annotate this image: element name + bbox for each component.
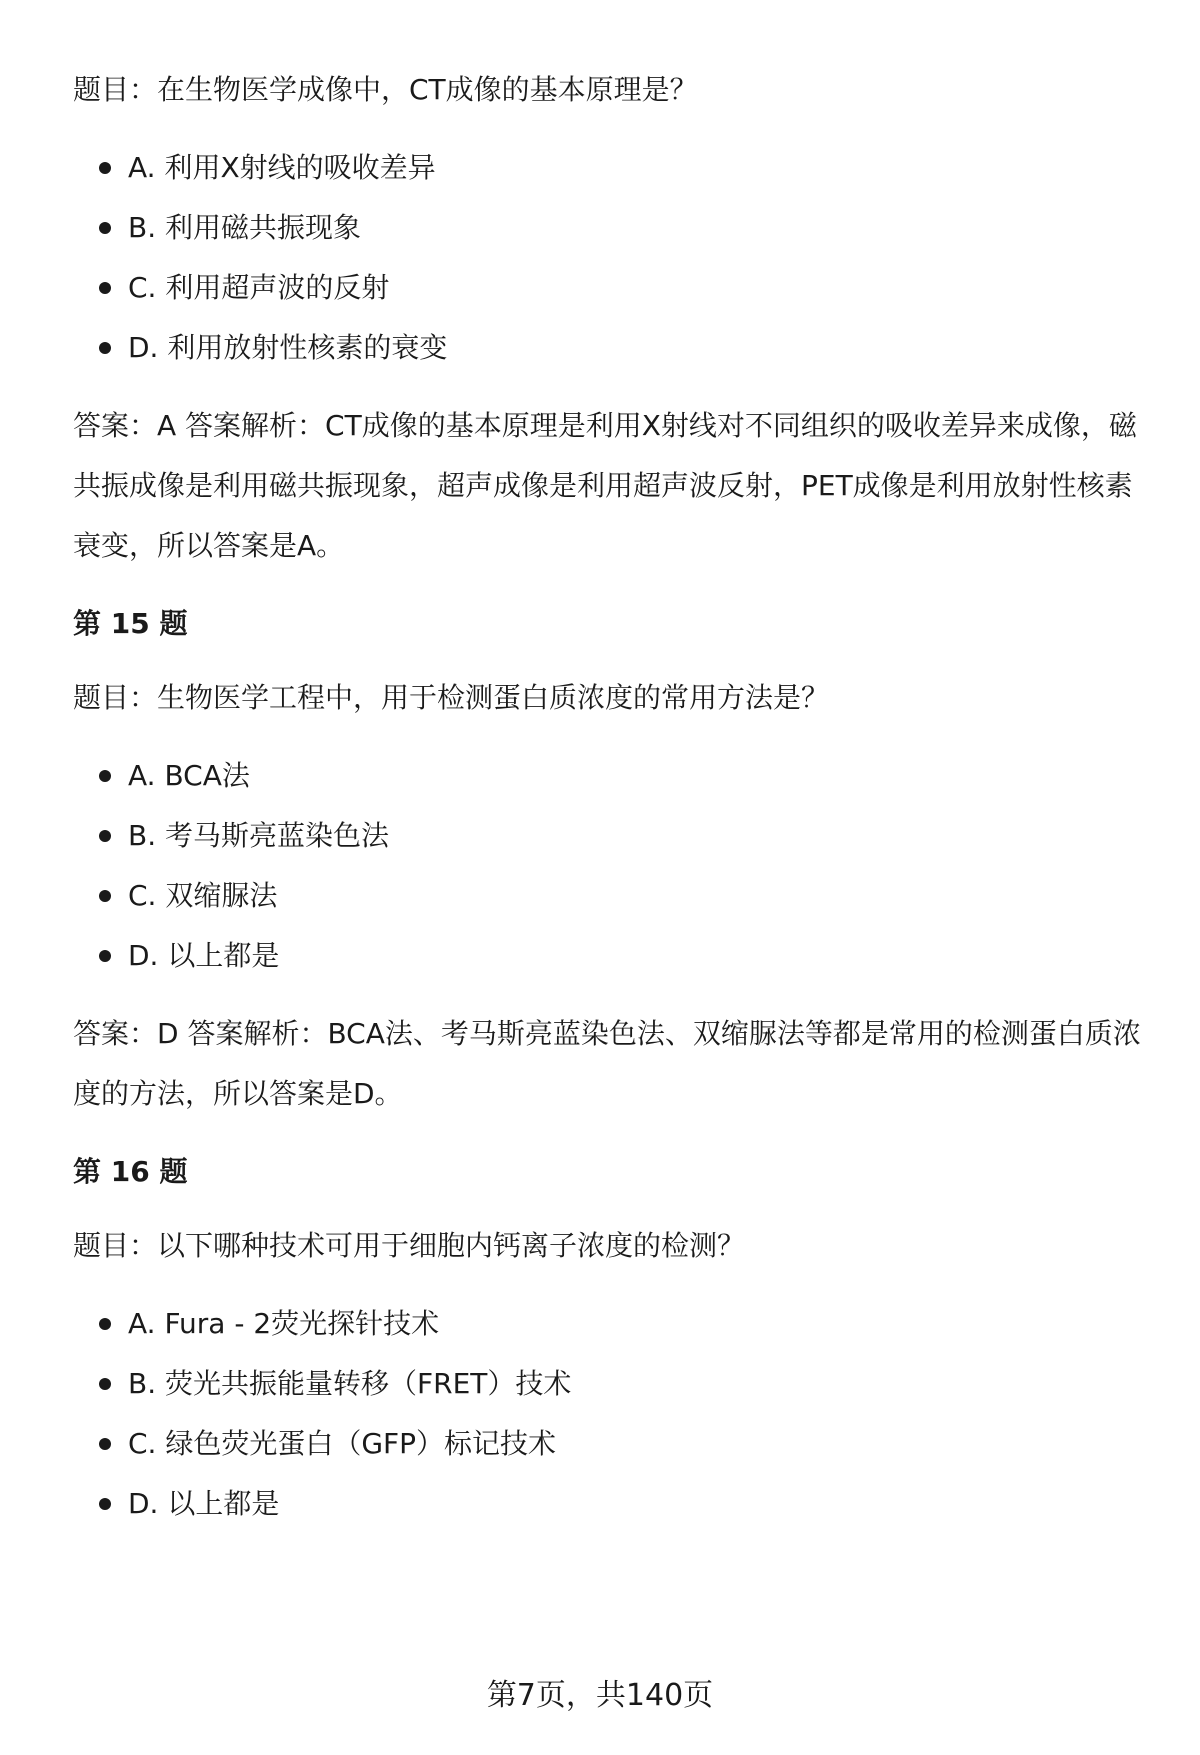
answer-explanation: 答案：D 答案解析：BCA法、考马斯亮蓝染色法、双缩脲法等都是常用的检测蛋白质浓度的方法，所以答案是D。 [73, 1017, 1141, 1110]
option-a [73, 1294, 1153, 1354]
option-d [73, 926, 1153, 986]
option-d [73, 1474, 1153, 1534]
question-text: 题目：在生物医学成像中，CT成像的基本原理是？ [73, 73, 698, 106]
bullet-icon [99, 830, 111, 842]
option-label: B. 考马斯亮蓝染色法 [128, 819, 390, 852]
bullet-icon [99, 890, 111, 902]
option-a [73, 138, 1153, 198]
option-list [73, 746, 1153, 986]
option-c [73, 1414, 1153, 1474]
document-page [73, 60, 1153, 1552]
page-number-footer: 第7页，共140页 [486, 1678, 714, 1713]
option-label: A. 利用X射线的吸收差异 [128, 151, 436, 184]
bullet-icon [99, 282, 111, 294]
question-block-14 [73, 70, 1153, 576]
bullet-icon [99, 1498, 111, 1510]
answer-explanation: 答案：A 答案解析：CT成像的基本原理是利用X射线对不同组织的吸收差异来成像，磁共振成像是利用磁共振现象，超声成像是利用超声波反射，PET成像是利用放射性核素衰变，所以答案是A。 [73, 409, 1137, 562]
option-label: D. 以上都是 [128, 1487, 280, 1520]
option-c [73, 258, 1153, 318]
option-label: D. 以上都是 [128, 939, 280, 972]
option-c [73, 866, 1153, 926]
option-label: C. 绿色荧光蛋白（GFP）标记技术 [128, 1427, 557, 1460]
option-label: A. Fura - 2荧光探针技术 [128, 1307, 440, 1340]
question-text: 题目：生物医学工程中，用于检测蛋白质浓度的常用方法是？ [73, 681, 830, 714]
option-label: A. BCA法 [128, 759, 250, 792]
option-list [73, 1294, 1153, 1534]
option-a [73, 746, 1153, 806]
question-text: 题目：以下哪种技术可用于细胞内钙离子浓度的检测？ [73, 1229, 746, 1262]
option-d [73, 318, 1153, 378]
bullet-icon [99, 770, 111, 782]
option-list [73, 138, 1153, 378]
question-heading: 第 15 题 [73, 607, 188, 640]
bullet-icon [99, 222, 111, 234]
bullet-icon [99, 1438, 111, 1450]
question-block-16 [73, 1152, 1153, 1534]
option-label: D. 利用放射性核素的衰变 [128, 331, 448, 364]
bullet-icon [99, 162, 111, 174]
option-label: C. 双缩脲法 [128, 879, 278, 912]
option-b [73, 806, 1153, 866]
question-block-15 [73, 604, 1153, 1124]
bullet-icon [99, 342, 111, 354]
bullet-icon [99, 1378, 111, 1390]
option-label: C. 利用超声波的反射 [128, 271, 390, 304]
bullet-icon [99, 950, 111, 962]
option-b [73, 1354, 1153, 1414]
option-label: B. 荧光共振能量转移（FRET）技术 [128, 1367, 572, 1400]
question-heading: 第 16 题 [73, 1155, 188, 1188]
option-b [73, 198, 1153, 258]
option-label: B. 利用磁共振现象 [128, 211, 362, 244]
bullet-icon [99, 1318, 111, 1330]
